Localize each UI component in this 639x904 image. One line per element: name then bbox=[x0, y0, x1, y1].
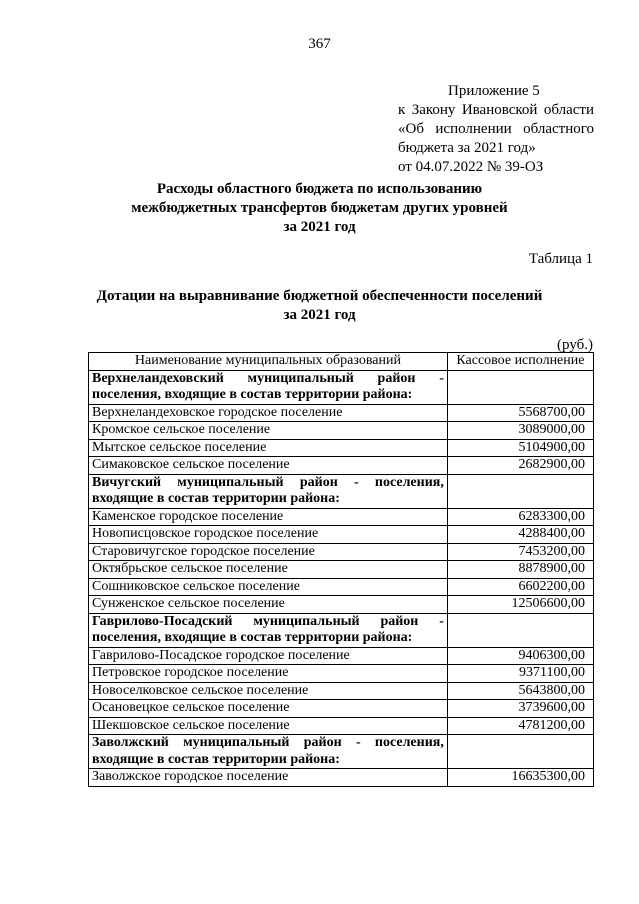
table-row-district bbox=[89, 735, 594, 769]
table-row bbox=[89, 457, 594, 475]
row-name: Мытское сельское поселение bbox=[89, 439, 448, 457]
table-row-district bbox=[89, 370, 594, 404]
row-name: Октябрьское сельское поселение bbox=[89, 561, 448, 579]
table-row bbox=[89, 647, 594, 665]
row-name: Петровское городское поселение bbox=[89, 665, 448, 683]
appendix-line-3: бюджета за 2021 год» bbox=[398, 140, 536, 156]
row-name: Сошниковское сельское поселение bbox=[89, 578, 448, 596]
row-name: Кромское сельское поселение bbox=[89, 422, 448, 440]
appendix-line-4: от 04.07.2022 № 39-ОЗ bbox=[398, 159, 544, 175]
row-value: 5568700,00 bbox=[447, 404, 593, 422]
table-row bbox=[89, 561, 594, 579]
main-title-line-2: межбюджетных трансфертов бюджетам других уровней bbox=[131, 200, 508, 216]
row-name: Осановецкое сельское поселение bbox=[89, 700, 448, 718]
row-value: 5104900,00 bbox=[447, 439, 593, 457]
table-row bbox=[89, 508, 594, 526]
table-row bbox=[89, 404, 594, 422]
page-number: 367 bbox=[308, 36, 331, 52]
row-value: 3089000,00 bbox=[447, 422, 593, 440]
row-name: Новописцовское городское поселение bbox=[89, 526, 448, 544]
table-label: Таблица 1 bbox=[528, 251, 593, 267]
row-name: Симаковское сельское поселение bbox=[89, 457, 448, 475]
row-value: 6283300,00 bbox=[447, 508, 593, 526]
row-name: Каменское городское поселение bbox=[89, 508, 448, 526]
table-body bbox=[89, 370, 594, 786]
row-name: Шекшовское сельское поселение bbox=[89, 717, 448, 735]
appendix-header bbox=[398, 82, 594, 177]
table-row bbox=[89, 717, 594, 735]
table-title-line-1: Дотации на выравнивание бюджетной обеспеченности поселений bbox=[96, 288, 543, 304]
currency-unit: (руб.) bbox=[557, 337, 593, 353]
appendix-line-1: к Закону Ивановской области bbox=[398, 102, 594, 118]
row-value bbox=[447, 370, 593, 404]
row-value: 16635300,00 bbox=[447, 769, 593, 787]
row-value: 7453200,00 bbox=[447, 543, 593, 561]
row-value: 9406300,00 bbox=[447, 647, 593, 665]
row-value: 4288400,00 bbox=[447, 526, 593, 544]
row-name: Вичугский муниципальный район - поселения, входящие в состав территории района: bbox=[89, 474, 448, 508]
table-row bbox=[89, 596, 594, 614]
row-name: Заволжский муниципальный район - поселения, входящие в состав территории района: bbox=[89, 735, 448, 769]
row-value bbox=[447, 474, 593, 508]
row-name: Заволжское городское поселение bbox=[89, 769, 448, 787]
table-header-row bbox=[89, 353, 594, 371]
main-title-line-1: Расходы областного бюджета по использованию bbox=[156, 181, 483, 197]
row-value: 2682900,00 bbox=[447, 457, 593, 475]
table-row bbox=[89, 665, 594, 683]
row-value: 4781200,00 bbox=[447, 717, 593, 735]
row-value bbox=[447, 613, 593, 647]
table-title-line-2: за 2021 год bbox=[283, 307, 356, 323]
row-name: Гаврилово-Посадское городское поселение bbox=[89, 647, 448, 665]
table-row bbox=[89, 700, 594, 718]
main-title-line-3: за 2021 год bbox=[283, 219, 356, 235]
table-row bbox=[89, 578, 594, 596]
row-value: 5643800,00 bbox=[447, 682, 593, 700]
row-name: Сунженское сельское поселение bbox=[89, 596, 448, 614]
appendix-title: Приложение 5 bbox=[448, 83, 540, 99]
appendix-line-2: «Об исполнении областного bbox=[398, 121, 594, 137]
main-title bbox=[0, 180, 639, 237]
table-row-district bbox=[89, 613, 594, 647]
row-value: 8878900,00 bbox=[447, 561, 593, 579]
table-row bbox=[89, 769, 594, 787]
row-name: Гаврилово-Посадский муниципальный район - поселения, входящие в состав территории района: bbox=[89, 613, 448, 647]
header-name: Наименование муниципальных образований bbox=[89, 353, 448, 371]
header-sum: Кассовое исполнение bbox=[447, 353, 593, 371]
row-name: Верхнеландеховский муниципальный район - поселения, входящие в состав территории района: bbox=[89, 370, 448, 404]
table-row bbox=[89, 682, 594, 700]
row-value: 6602200,00 bbox=[447, 578, 593, 596]
row-value: 12506600,00 bbox=[447, 596, 593, 614]
row-name: Новоселковское сельское поселение bbox=[89, 682, 448, 700]
row-name: Верхнеландеховское городское поселение bbox=[89, 404, 448, 422]
table-row-district bbox=[89, 474, 594, 508]
table-title bbox=[0, 287, 639, 325]
table-row bbox=[89, 543, 594, 561]
table-row bbox=[89, 526, 594, 544]
row-value: 9371100,00 bbox=[447, 665, 593, 683]
row-value: 3739600,00 bbox=[447, 700, 593, 718]
row-name: Старовичугское городское поселение bbox=[89, 543, 448, 561]
budget-table bbox=[88, 352, 594, 787]
table-row bbox=[89, 422, 594, 440]
table-row bbox=[89, 439, 594, 457]
row-value bbox=[447, 735, 593, 769]
